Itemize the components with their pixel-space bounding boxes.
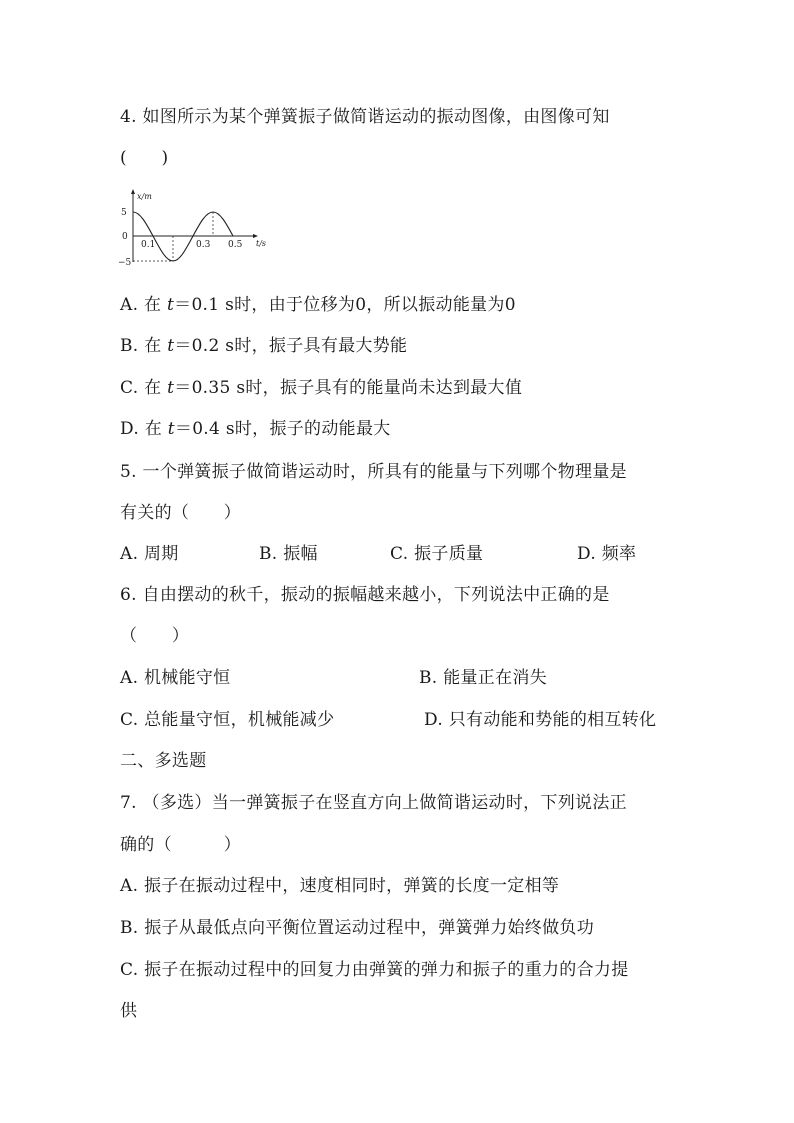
q6-stem: 6. 自由摆动的秋千，振动的振幅越来越小，下列说法中正确的是	[120, 585, 610, 605]
q5-stem-line1: 5. 一个弹簧振子做简谐运动时，所具有的能量与下列哪个物理量是	[120, 462, 627, 482]
x-tick-0.3: 0.3	[196, 240, 211, 250]
q4-option-b: B. 在 t＝0.2 s时，振子具有最大势能	[120, 336, 408, 356]
q6-option-a: A. 机械能守恒	[120, 668, 231, 688]
q6-option-d: D. 只有动能和势能的相互转化	[424, 710, 657, 730]
q4-option-c: C. 在 t＝0.35 s时，振子具有的能量尚未达到最大值	[120, 378, 523, 398]
q6-answer-bracket: （ ）	[120, 626, 190, 646]
q7-option-b: B. 振子从最低点向平衡位置运动过程中，弹簧弹力始终做负功	[120, 918, 594, 938]
section-title-multiple-choice: 二、多选题	[120, 751, 207, 771]
q4-answer-bracket: ( )	[120, 148, 169, 168]
x-tick-0.1: 0.1	[141, 240, 156, 250]
y-tick-5: 5	[121, 208, 127, 218]
x-axis-label: t/s	[256, 239, 267, 248]
y-axis-arrow	[131, 189, 135, 194]
q7-option-a: A. 振子在振动过程中，速度相同时，弹簧的长度一定相等	[120, 876, 560, 896]
q4-option-a: A. 在 t＝0.1 s时，由于位移为0，所以振动能量为0	[120, 295, 516, 315]
q7-stem-line1: 7. （多选）当一弹簧振子在竖直方向上做简谐运动时，下列说法正	[120, 793, 627, 813]
q4-option-d: D. 在 t＝0.4 s时，振子的动能最大	[120, 419, 391, 439]
y-tick-0: 0	[122, 232, 128, 242]
q7-option-c: C. 振子在振动过程中的回复力由弹簧的弹力和振子的重力的合力提	[120, 960, 629, 980]
q6-option-c: C. 总能量守恒，机械能减少	[120, 710, 335, 730]
vibration-graph	[118, 188, 278, 270]
q4-stem: 4. 如图所示为某个弹簧振子做简谐运动的振动图像，由图像可知	[120, 107, 610, 127]
y-axis-label: x/m	[137, 192, 152, 201]
q7-stem-line2: 确的（ ）	[120, 835, 242, 855]
q5-stem-line2: 有关的（ ）	[120, 503, 242, 523]
y-tick-neg5: −5	[118, 258, 132, 268]
q6-option-b: B. 能量正在消失	[419, 668, 547, 688]
q5-option-c: C. 振子质量	[390, 544, 484, 564]
x-axis-arrow	[253, 234, 258, 238]
q5-option-b: B. 振幅	[259, 544, 318, 564]
q5-option-d: D. 频率	[577, 544, 637, 564]
q7-option-c-continuation: 供	[120, 1001, 138, 1021]
q5-option-a: A. 周期	[120, 544, 179, 564]
x-tick-0.5: 0.5	[228, 240, 243, 250]
